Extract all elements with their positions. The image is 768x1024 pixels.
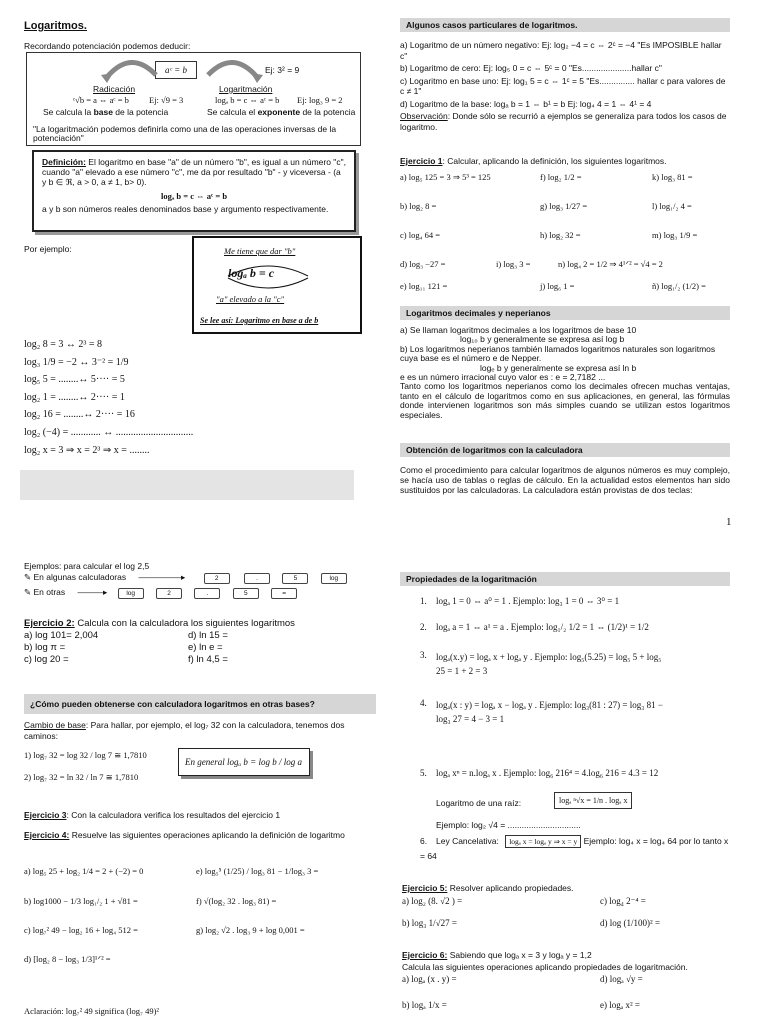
def-note: a y b son números reales denominados base y argumento respectivamente. (42, 204, 329, 214)
rad-ej: Ej: √9 = 3 (149, 95, 184, 105)
propiedades-header: Propiedades de la logaritmación (400, 572, 730, 586)
img-mid: logₐ b = c (228, 266, 275, 280)
key[interactable]: 2 (156, 588, 182, 599)
example-item: log₂ 16 = ........↔ 2···· = 16 (24, 409, 135, 421)
example-item: log₂ (−4) = ............ ↔ ............................... (24, 426, 194, 438)
raiz-formula: logₐ ⁿ√x = 1/n . logₐ x (554, 792, 632, 809)
observacion: Observación: Donde sólo se recurrió a ejemplos se generaliza para todos los casos de logaritmo. (400, 111, 727, 132)
key[interactable]: = (271, 588, 297, 599)
caso-item: d) Logaritmo de la base: logₐ b = 1 ⇔ b¹ = b Ej: log₄ 4 = 1 ⇔ 4¹ = 4 (400, 98, 652, 109)
img-bottom: Se lee así: Logaritmo en base a de b (200, 316, 319, 325)
ej6-grid: a) logₐ (x . y) = d) logₐ √y = b) logₐ 1/x = e) logₐ x² = (402, 974, 643, 1010)
raiz-ej: Ejemplo: log₂ √4 = ............................... (436, 820, 581, 830)
caso-item: a) Logaritmo de un número negativo: Ej: log₂ −4 = c ⇔ 2ᶜ = −4 "Es IMPOSIBLE hallar c" (400, 40, 722, 61)
key[interactable]: log (118, 588, 144, 599)
page-title: Logaritmos. (24, 20, 87, 32)
pencil-icon: ✎ (24, 572, 32, 582)
cambio-base: Cambio de base: Para hallar, por ejemplo, el log₇ 32 con la calculadora, tenemos dos caminos: (24, 720, 345, 741)
calculadora-header: Obtención de logaritmos con la calculadora (400, 443, 730, 457)
calc-row-1: ✎ En algunas calculadoras —————▸ 2 . 5 log (24, 572, 347, 584)
logaritmacion-label: Logaritmación (219, 84, 273, 94)
ej2-heading: Ejercicio 2: Calcula con la calculadora los siguientes logaritmos (24, 618, 295, 629)
def-formula: logₐ b = c ⇔ aᶜ = b (160, 191, 228, 201)
arrow-right-icon (203, 55, 263, 83)
ej4-grid: a) log₅ 25 + log₂ 1/4 = 2 + (−2) = 0 e) log₅⁵ (1/25) / log₃ 81 − 1/log₃ 3 = b) log1000 − 1/3 log₁/₂ 1 + √81 = f) √(log₂ 32 . log₃ 81) = c) log₇² 49 − log₂ 16 + log₄ 512 = g) log₂ √2 . log₃ 9 + log 0,001 = d) [log₂ 8 − log₃ 1/3]¹ᐟ² = (24, 866, 319, 964)
definicion-box (32, 150, 356, 232)
por-ejemplo: Por ejemplo: (24, 244, 72, 254)
ej-intro: Ejemplos: para calcular el log 2,5 (24, 561, 150, 571)
ej6-heading: Ejercicio 6: Sabiendo que logₐ x = 3 y logₐ y = 1,2 (402, 950, 592, 960)
key[interactable]: log (321, 573, 347, 584)
ej3-heading: Ejercicio 3: Con la calculadora verifica los resultados del ejercicio 1 (24, 810, 281, 820)
calc-row-2: ✎ En otras ———▸ log 2 . 5 = (24, 587, 297, 599)
pencil-icon: ✎ (24, 587, 32, 597)
page-2 (0, 512, 768, 1024)
props-list: 1. logₐ 1 = 0 ⇔ a⁰ = 1 . Ejemplo: log₃ 1 = 0 ⇔ 3⁰ = 1 2. logₐ a = 1 ⇔ a¹ = a . Ejemplo: log₁/₂ 1/2 = 1 ⇔ (1/2)¹ = 1/2 3. logₐ(x.y) = logₐ x + logₐ y . Ejemplo: log₅(5.25) = log₅ 5 + log₅ 25 = 1 + 2 = 3 4. logₐ(x : y) = logₐ x − logₐ y . Ejemplo: log₃(81 : 27) = log₃ 81 − log₃ 27 = 4 − 3 = 1 5. logₐ xⁿ = n.logₐ x . Ejemplo: log₆ 216⁴ = 4.log₆ 216 = 4.3 = 12 (420, 596, 663, 778)
key[interactable]: . (244, 573, 270, 584)
potenciacion-box (26, 52, 361, 146)
center-formula: aᶜ = b (155, 61, 197, 79)
decimales-text: a) Se llaman logaritmos decimales a los logaritmos de base 10 log₁₀ b y generalmente se expresa así log b b) Los logaritmos neperianos también llamados logaritmos naturales son logaritmos cuya base es el número e de Nepper. logₑ b y generalmente se expresa así ln b e es un número irracional cuyo valor es : e = 2,7182 ... Tanto como los logaritmos neperianos como los decimales ofrecen muchas ventajas, tanto en el cálculo de logaritmos como en sus aplicaciones, en general, las fórmulas donde intervienen logaritmos son más simples cuando se utilizan estos logaritmos especiales. (400, 325, 730, 420)
example-item: log₂ 1 = ........↔ 2···· = 1 (24, 391, 125, 403)
example-item: log₂ x = 3 ⇒ x = 2³ ⇒ x = ........ (24, 444, 150, 456)
log-ej: Ej: log₃ 9 = 2 (297, 95, 343, 105)
cambio-2: 2) log₇ 32 = ln 32 / ln 7 ≅ 1,7810 (24, 772, 139, 782)
intro-text: Recordando potenciación podemos deducir: (24, 41, 191, 51)
cambio-1: 1) log₇ 32 = log 32 / log 7 ≅ 1,7810 (24, 750, 147, 760)
log-formula: logₐ b = c ⇔ aᶜ = b (215, 95, 280, 105)
key[interactable]: 5 (282, 573, 308, 584)
img-low: "a" elevado a la "c" (216, 294, 285, 304)
quote-text: "La logaritmación podemos definirla como una de las operaciones inversas de la potenciación" (33, 124, 337, 143)
key[interactable]: 5 (233, 588, 259, 599)
bases-header: ¿Cómo pueden obtenerse con calculadora logaritmos en otras bases? (24, 694, 376, 714)
aclaracion: Aclaración: log₇² 49 significa (log₇ 49)² (24, 1006, 159, 1016)
ej1-heading: Ejercicio 1: Calcular, aplicando la definición, los siguientes logaritmos. (400, 156, 667, 166)
ej5-grid: a) log₂ (8. √2 ) = c) log₄ 2⁻⁴ = b) log₃ 1/√27 = d) log (1/100)² = (402, 896, 661, 928)
def-text: Definición: El logaritmo en base "a" de un número "b", es igual a un número "c", cuando "a" elevado a ese número "c", me da por resultado "b" - y viceversa - (a y b ∈ ℜ, a > 0, a ≠ 1, b> 0). (42, 157, 346, 187)
arrow-left-icon (101, 55, 161, 83)
examples-list (24, 336, 354, 459)
key[interactable]: 2 (204, 573, 230, 584)
lectura-box (192, 236, 362, 334)
ej-right: Ej: 3² = 9 (265, 65, 300, 75)
raiz-label: Logaritmo de una raíz: (436, 798, 522, 808)
example-item: log₂ 8 = 3 ↔ 2³ = 8 (24, 339, 103, 350)
prop6-formula: logₐ x = logₐ y ⇒ x = y (505, 835, 581, 848)
example-item: log₅ 5 = ........↔ 5···· = 5 (24, 374, 125, 386)
ej6-sub: Calcula las siguientes operaciones aplicando propiedades de logaritmación. (402, 962, 688, 972)
example-item: log₃ 1/9 = −2 ↔ 3⁻² = 1/9 (24, 356, 129, 368)
prop6: 6. Ley Cancelativa: logₐ x = logₐ y ⇒ x = y Ejemplo: log₄ x = log₄ 64 por lo tanto x = 64 (420, 836, 729, 861)
ej1-grid: a) log₅ 125 = 3 ⇒ 5³ = 125 f) log₂ 1/2 = k) log₃ 81 = b) log₂ 8 = g) log₃ 1/27 = l) log₁/₂ 4 = c) log₄ 64 = h) log₂ 32 = m) log₃ 1/9 = d) log₃ −27 = i) log₃ 3 = n) log₄ 2 = 1/2 ⇒ 4¹ᐟ² = √4 = 2 e) log₁₁ 121 = j) log₆ 1 = ñ) log₁/₂ (1/2) = (400, 172, 706, 291)
exp-text: Se calcula el exponente de la potencia (207, 107, 356, 117)
general-formula-box: En general logₐ b = log b / log a (178, 748, 310, 776)
calculadora-text: Como el procedimiento para calcular logaritmos de algunos números es muy complejo, se hacía uso de tablas o reglas de cálculo. En la actualidad estos elementos han sido sustituidos por las calculadoras. La calculadora están provistas de dos teclas: (400, 465, 730, 495)
decimales-header: Logaritmos decimales y neperianos (400, 306, 730, 320)
ej4-heading: Ejercicio 4: Resuelve las siguientes operaciones aplicando la definición de logaritmo (24, 830, 345, 840)
radicacion-label: Radicación (93, 84, 136, 94)
key[interactable]: . (194, 588, 220, 599)
page-number: 1 (726, 516, 732, 528)
caso-item: c) Logaritmo en base uno: Ej: log₁ 5 = c ⇔ 1ᶜ = 5 "Es............... hallar c para valores de c ≠ 1" (400, 75, 726, 96)
ej5-heading: Ejercicio 5: Resolver aplicando propiedades. (402, 883, 574, 893)
casos-header: Algunos casos particulares de logaritmos. (400, 18, 730, 32)
base-text: Se calcula la base de la potencia (43, 107, 169, 117)
rad-formula: ᶜ√b = a ⇔ aᶜ = b (73, 95, 129, 105)
gray-band (20, 470, 354, 500)
casos-list (400, 40, 730, 132)
caso-item: b) Logaritmo de cero: Ej: log₅ 0 = c ⇔ 5ᶜ = 0 "Es.....................hallar c" (400, 63, 662, 73)
circle-arrows-icon (218, 260, 318, 292)
ej2-grid: a) log 101= 2,004 d) ln 15 = b) log π = e) ln e = c) log 20 = f) ln 4,5 = (24, 630, 228, 665)
img-top: Me tiene que dar "b" (224, 246, 296, 256)
